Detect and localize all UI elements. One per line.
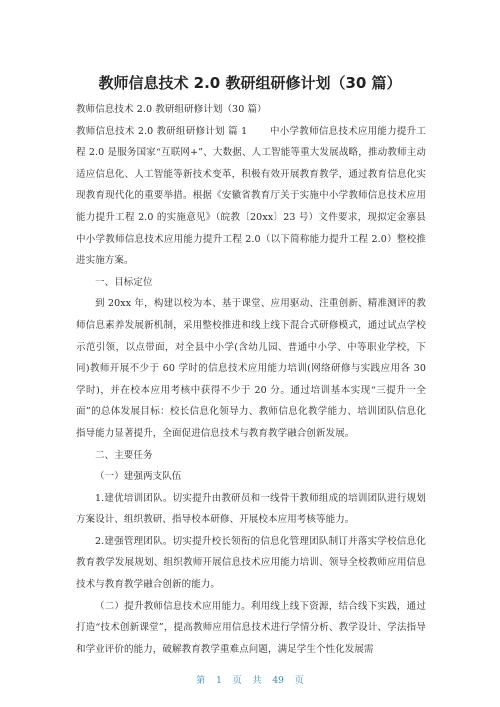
document-body (76, 99, 426, 660)
paragraph: 1.建优培训团队。切实提升由教研员和一线骨干教师组成的培训团队进行规划方案设计、组织教研、指导校本研修、开展校本应用考核等能力。 (76, 492, 426, 526)
paragraph: 教师信息技术 2.0 教研组研修计划 篇 1 中小学教师信息技术应用能力提升工程 2.0 是服务国家“互联网+”、大数据、人工智能等重大发展战略，推动教师主动适应信息化、人工智能等新技术变革，积极有效开展教育教学，通过教育信息化实现教育现代化的重要举措。根据《安徽省教育厅关于实施中小学教师信息技术应用能力提升工程 2.0 的实施意见》（皖教〔20xx〕23 号）文件要求，现拟定金寨县中小学教师信息技术应用能力提升工程 2.0（以下简称能力提升工程 2.0）整校推进实施方案。 (76, 125, 426, 267)
page-title: 教师信息技术 2.0 教研组研修计划（30 篇） (98, 74, 402, 92)
section-heading: 一、目标定位 (95, 276, 153, 288)
paragraph: （二）提升教师信息技术应用能力。利用线上线下资源，结合线下实践，通过打造“技术创新课堂”，提高教师应用信息技术进行学情分析、教学设计、学法指导和学业评价的能力，破解教育教学重难点问题，满足学生个性化发展需 (76, 600, 426, 655)
paragraph: 到 20xx 年，构建以校为本、基于课堂、应用驱动、注重创新、精准测评的教师信息素养发展新机制，采用整校推进和线上线下混合式研修模式，通过试点学校示范引领，以点带面，对全县中小学(含幼儿园、普通中小学、中等职业学校，下同)教师开展不少于 60 学时的信息技术应用能力培训(网络研修与实践应用各 30 学时)，并在校本应用考核中获得不少于 20 分。通过培训基本实现“三提升一全面”的总体发展目标：校长信息化领导力、教师信息化教学能力、培训团队信息化指导能力显著提升，全面促进信息技术与教育教学融合创新发展。 (76, 298, 426, 439)
subsection-heading: （一）建强两支队伍 (95, 471, 182, 483)
paragraph: 2.建强管理团队。切实提升校长领衔的信息化管理团队制订并落实学校信息化教育教学发展规划、组织教师开展信息技术应用能力培训、领导全校教师应用信息技术与教育教学融合创新的能力。 (76, 535, 426, 591)
section-heading: 二、主要任务 (95, 449, 153, 461)
page-footer: 第 1 页 共 49 页 (196, 676, 304, 686)
paragraph: 教师信息技术 2.0 教研组研修计划（30 篇） (76, 104, 267, 115)
